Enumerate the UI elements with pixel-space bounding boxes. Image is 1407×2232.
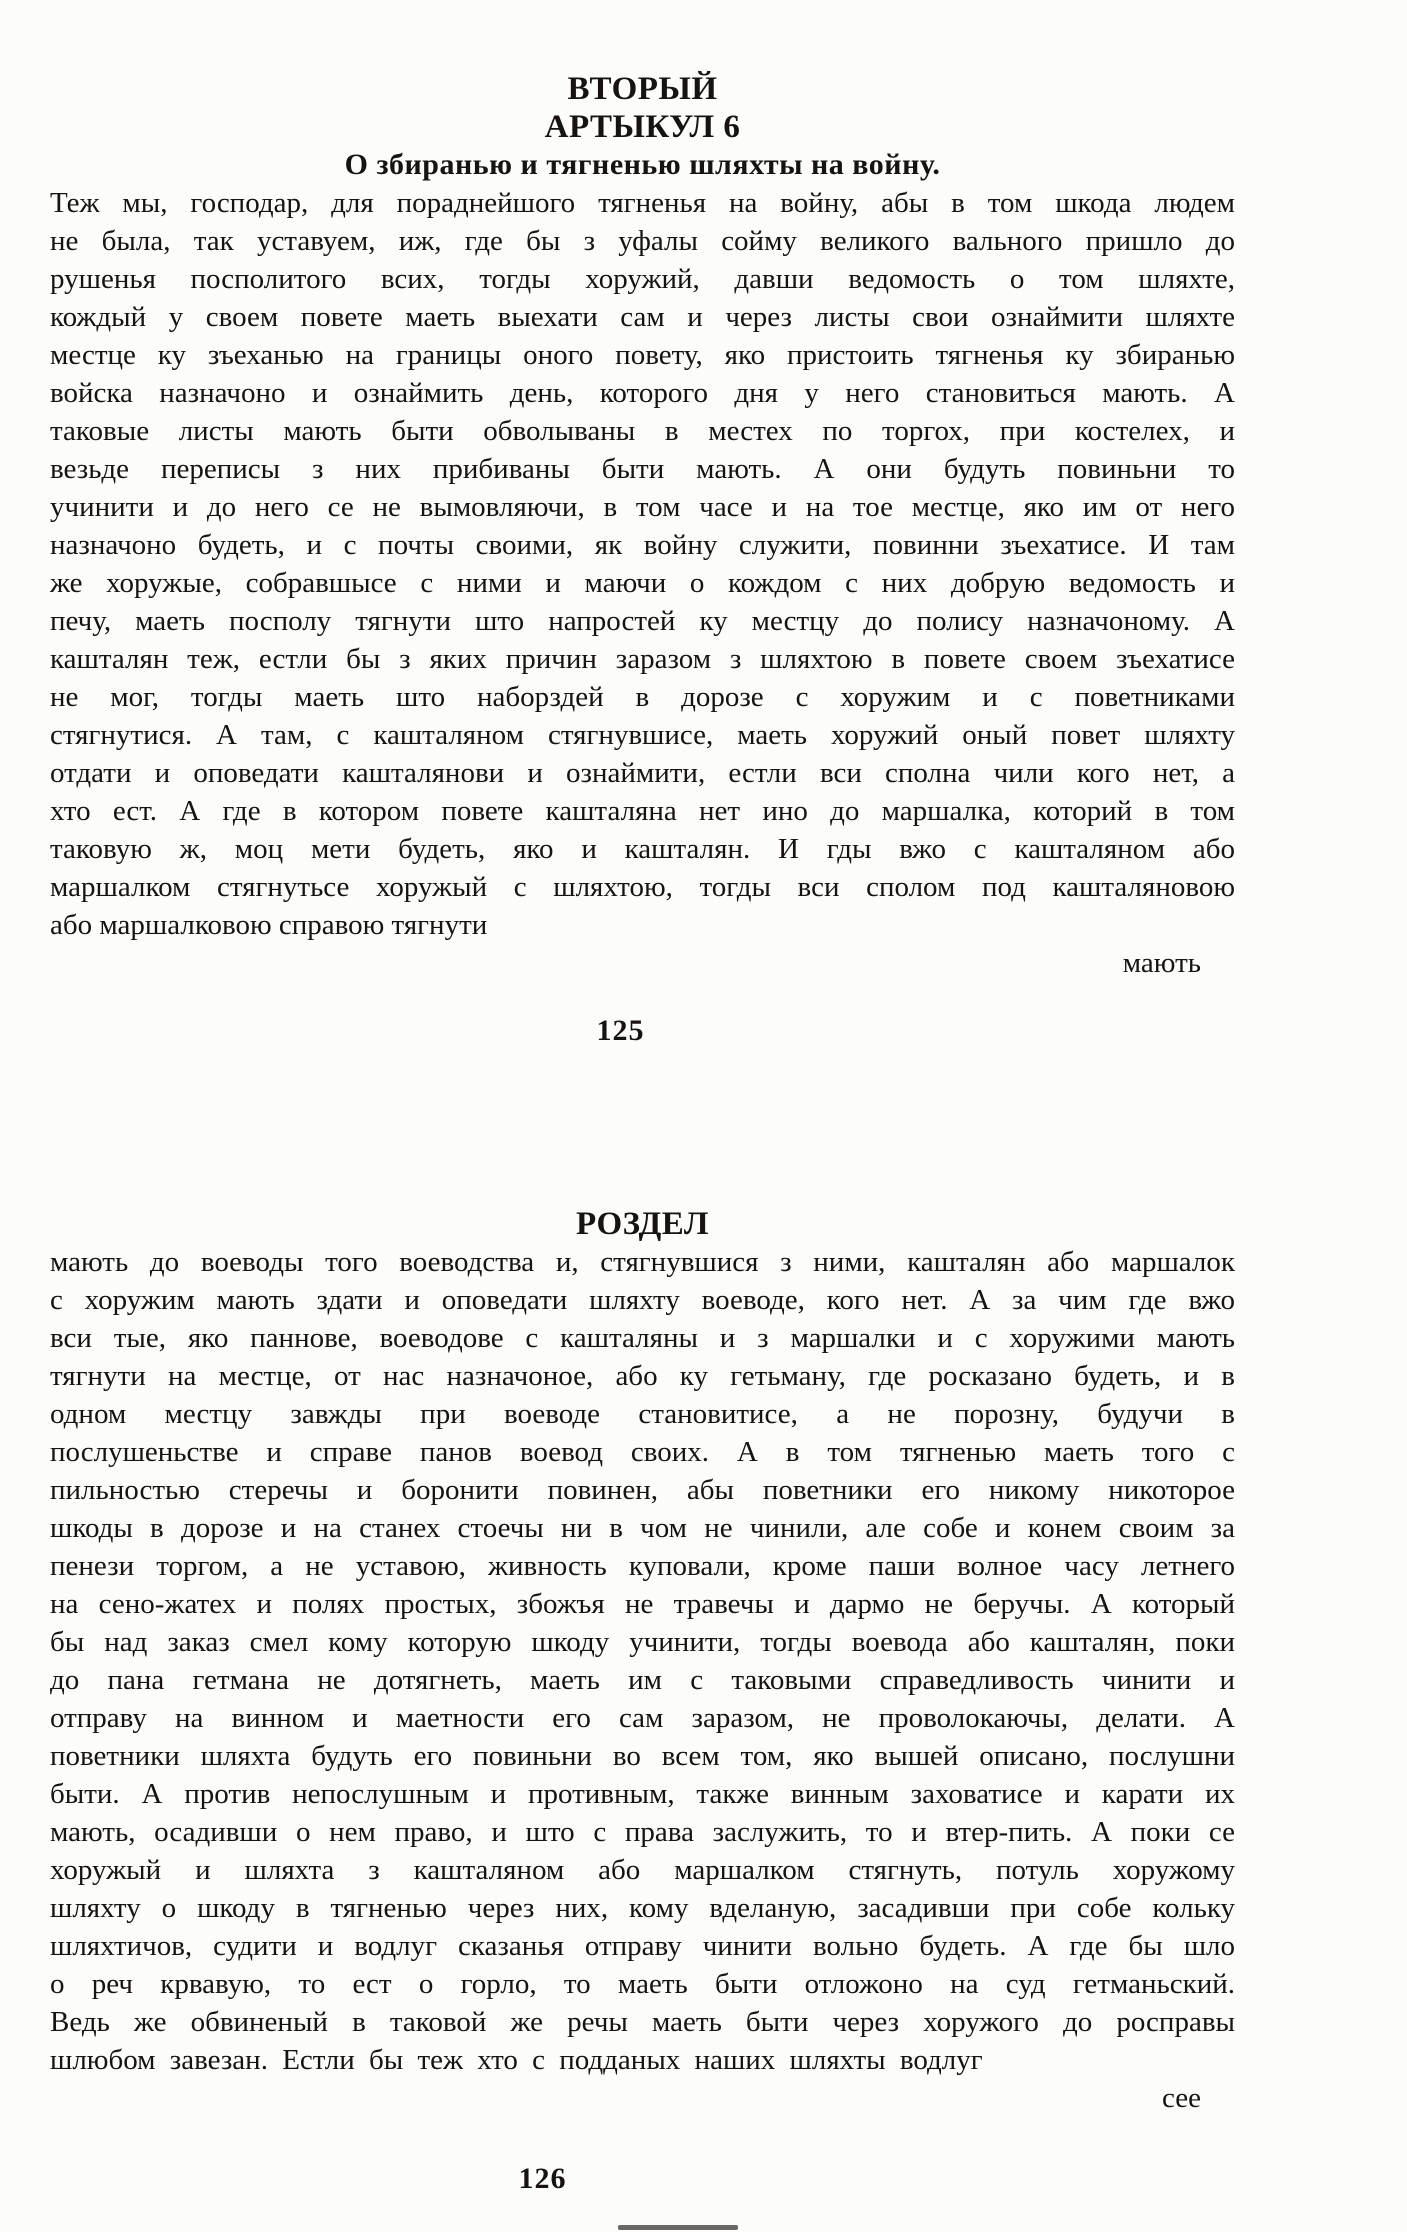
text-line: одном местцу завжды при воеводе становитисе, а не порозну, будучи в — [50, 1398, 1235, 1430]
text-line: шлюбом завезан. Естли бы теж хто с подданых наших шляхты водлуг — [50, 2044, 983, 2076]
text-line: маршалком стягнутьсе хоружый с шляхтою, тогды вси сполом под кашталяновою — [50, 871, 1235, 903]
text-line: послушеньстве и справе панов воевод своих. А в том тягненью маеть того с — [50, 1436, 1235, 1468]
text-line: мають до воеводы того воеводства и, стягнувшися з ними, кашталян або маршалок — [50, 1246, 1235, 1278]
catchword: сее — [1162, 2082, 1201, 2114]
article-subtitle: О збиранью и тягненью шляхты на войну. — [344, 148, 941, 181]
text-line: о реч крвавую, то ест о горло, то маеть быти отложоно на суд гетманьский. — [50, 1968, 1235, 2000]
text-line: Теж мы, господар, для пораднейшого тягненья на войну, абы в том шкода людем — [50, 187, 1235, 219]
text-line: Ведь же обвиненый в таковой же речы маеть быти через хоружого до росправы — [50, 2006, 1235, 2038]
text-line: быти. А против непослушным и противным, также винным заховатисе и карати их — [50, 1778, 1235, 1810]
text-line: пенези торгом, а не уставою, живность куповали, кроме паши волное часу летнего — [50, 1550, 1235, 1582]
text-line: хто ест. А где в котором повете кашталяна нет ино до маршалка, которий в том — [50, 795, 1235, 827]
text-line: на сено-жатех и полях простых, збожъя не травечы и дармо не беручы. А который — [50, 1588, 1235, 1620]
text-line: учинити и до него се не вымовляючи, в том часе и на тое местце, яко им от него — [50, 491, 1235, 523]
text-line: же хоружые, собравшысе с ними и маючи о кождом с них добрую ведомость и — [50, 567, 1235, 599]
text-line: отправу на винном и маетности его сам заразом, не проволокаючы, делати. А — [50, 1702, 1235, 1734]
text-line: пильностью стеречы и боронити повинен, абы поветники его никому никоторое — [50, 1474, 1235, 1506]
text-line: не мог, тогды маеть што наборздей в дорозе с хоружим и с поветниками — [50, 681, 1235, 713]
catchword: мають — [1122, 947, 1201, 979]
text-line: бы над заказ смел кому которую шкоду учинити, тогды воевода або кашталян, поки — [50, 1626, 1235, 1658]
text-line: стягнутися. А там, с кашталяном стягнувшисе, маеть хоружий оный повет шляхту — [50, 719, 1235, 751]
text-line: назначоно будеть, и с почты своими, як войну служити, повинни зъехатисе. И там — [50, 529, 1235, 561]
text-line: местце ку зъеханью на границы оного повету, яко пристоить тягненья ку збиранью — [50, 339, 1235, 371]
text-line: с хоружим мають здати и оповедати шляхту воеводе, кого нет. А за чим где вжо — [50, 1284, 1235, 1316]
text-line: отдати и оповедати кашталянови и ознаймити, естли вси сполна чили кого нет, а — [50, 757, 1235, 789]
text-line: таковые листы мають быти обволываны в местех по торгох, при костелех, и — [50, 415, 1235, 447]
text-column — [50, 0, 1235, 2198]
text-line: або маршалковою справою тягнути — [50, 909, 488, 941]
article-paragraph — [50, 184, 1235, 944]
text-line: тягнути на местце, от нас назначоное, або ку гетьману, где росказано будеть, и в — [50, 1360, 1235, 1392]
text-line: везьде переписы з них прибиваны быти мають. А они будуть повиньни то — [50, 453, 1235, 485]
text-line: до пана гетмана не дотягнеть, маеть им с таковыми справедливость чинити и — [50, 1664, 1235, 1696]
text-line: шляхту о шкоду в тягненью через них, кому вделаную, засадивши при собе кольку — [50, 1892, 1235, 1924]
page-number: 126 — [518, 2162, 567, 2195]
text-line: рушенья посполитого всих, тогды хоружий, давши ведомость о том шляхте, — [50, 263, 1235, 295]
text-line: кашталян теж, естли бы з яких причин заразом з шляхтою в повете своем зъехатисе — [50, 643, 1235, 675]
text-line: печу, маеть посполу тягнути што напростей ку местцу до полису назначоному. А — [50, 605, 1235, 637]
rozdel-paragraph — [50, 1243, 1235, 2079]
text-line: поветники шляхта будуть его повиньни во всем том, яко вышей описано, послушни — [50, 1740, 1235, 1772]
text-line: шляхтичов, судити и водлуг сказанья отправу чинити вольно будеть. А где бы шло — [50, 1930, 1235, 1962]
section-title: ВТОРЫЙ — [567, 71, 718, 107]
text-line: хоружый и шляхта з кашталяном або маршалком стягнуть, потуль хоружому — [50, 1854, 1235, 1886]
text-line: кождый у своем повете маеть выехати сам и через листы свои ознаймити шляхте — [50, 301, 1235, 333]
text-line: вси тые, яко паннове, воеводове с кашталяны и з маршалки и с хоружими мають — [50, 1322, 1235, 1354]
text-line: войска назначоно и ознаймить день, которого дня у него становиться мають. А — [50, 377, 1235, 409]
scan-artifact — [618, 2225, 738, 2230]
rozdel-title: РОЗДЕЛ — [576, 1206, 709, 1242]
text-line: шкоды в дорозе и на станех стоечы ни в чом не чинили, але собе и конем своим за — [50, 1512, 1235, 1544]
article-title: АРТЫКУЛ 6 — [544, 109, 741, 145]
text-line: таковую ж, моц мети будеть, яко и кашталян. И гды вжо с кашталяном або — [50, 833, 1235, 865]
page-number: 125 — [596, 1014, 645, 1047]
text-line: не была, так уставуем, иж, где бы з уфалы сойму великого вального пришло до — [50, 225, 1235, 257]
text-line: мають, осадивши о нем право, и што с права заслужить, то и втер-пить. А поки се — [50, 1816, 1235, 1848]
